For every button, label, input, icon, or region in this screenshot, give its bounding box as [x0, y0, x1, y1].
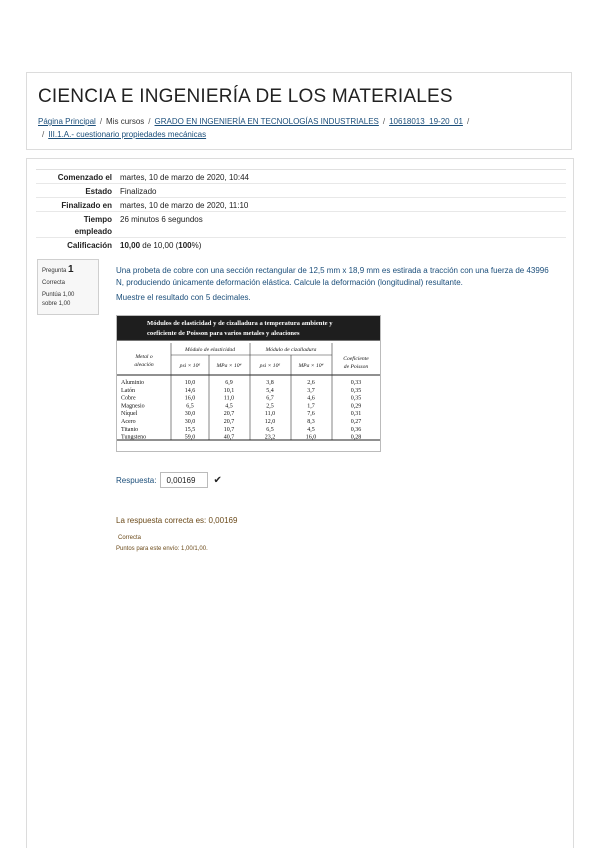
table-cell-value: 4,5: [225, 403, 233, 410]
table-cell-value: 0,36: [350, 426, 362, 433]
table-cell-value: 0,27: [350, 419, 362, 425]
table-cell-value: 40,7: [223, 434, 235, 441]
table-cell-value: 2,5: [266, 403, 274, 410]
table-column-header: aleación: [134, 362, 154, 368]
summary-label: Finalizado en: [61, 201, 112, 210]
table-column-header: Metal o: [135, 354, 153, 360]
table-cell-value: 1,7: [307, 403, 315, 410]
table-cell-value: 0,35: [350, 395, 362, 402]
quiz-review: [26, 158, 574, 848]
table-cell-value: 11,0: [264, 411, 276, 418]
breadcrumb-quiz-link[interactable]: III.1.A.- cuestionario propiedades mecánicas: [48, 130, 207, 139]
table-cell-value: 3,8: [266, 380, 274, 386]
question-grade: [42, 291, 94, 309]
feedback-points: Puntos para este envío: 1,00/1,00.: [116, 546, 208, 552]
table-body: [121, 380, 361, 441]
course-title: CIENCIA E INGENIERÍA DE LOS MATERIALES: [38, 86, 453, 107]
grade-mid: de 10,00 (: [140, 241, 179, 250]
table-cell-value: 11,0: [223, 395, 235, 402]
table-cell-value: 6,7: [266, 395, 274, 402]
moduli-table: [117, 316, 380, 451]
table-cell-value: 16,0: [184, 395, 196, 402]
table-cell-value: 4,5: [307, 426, 315, 433]
table-cell-value: 16,0: [305, 434, 317, 441]
breadcrumb-degree-link[interactable]: GRADO EN INGENIERÍA EN TECNOLOGÍAS INDUSTRIALES: [154, 117, 379, 126]
summary-value: 26 minutos 6 segundos: [120, 215, 203, 224]
table-title-line: coeficiente de Poisson para varios metales y aleaciones: [147, 330, 300, 337]
table-column-header: MPa × 10⁴: [216, 363, 242, 369]
table-cell-value: 30,0: [184, 411, 196, 418]
summary-label: [36, 212, 116, 237]
table-cell-value: 6,5: [266, 426, 274, 433]
table-column-header: psi × 10⁶: [179, 363, 201, 369]
table-cell-value: 12,0: [264, 419, 276, 425]
table-cell-value: 8,3: [307, 419, 315, 425]
breadcrumb-home-link[interactable]: Página Principal: [38, 117, 96, 126]
table-cell-value: 3,7: [307, 387, 315, 394]
question-grade-line: sobre 1,00: [42, 301, 71, 307]
summary-row-finished: [36, 197, 566, 211]
summary-row-time: [36, 211, 566, 237]
summary-value: martes, 10 de marzo de 2020, 11:10: [120, 201, 249, 210]
table-column-header: MPa × 10⁴: [298, 363, 324, 369]
question-state: Correcta: [42, 280, 66, 286]
attempt-summary: [36, 169, 566, 251]
answer-input[interactable]: 0,00169: [160, 472, 208, 488]
correct-answer-feedback: La respuesta correcta es: 0,00169: [116, 516, 238, 525]
question-label: Pregunta: [42, 268, 67, 274]
table-cell-metal: Titanio: [121, 426, 139, 433]
table-cell-value: 4,6: [307, 395, 315, 402]
table-cell-metal: Cobre: [121, 395, 136, 402]
summary-row-started: [36, 169, 566, 183]
table-cell-value: 5,4: [266, 387, 274, 394]
grade-score: 10,00: [120, 241, 141, 250]
summary-row-grade: [36, 237, 566, 251]
table-cell-value: 0,28: [350, 434, 362, 441]
table-cell-value: 10,1: [223, 387, 235, 394]
table-cell-value: 0,33: [350, 380, 362, 386]
table-group-header: Módulo de cizalladura: [265, 347, 317, 353]
course-header: [26, 72, 572, 150]
table-cell-value: 10,7: [223, 426, 235, 433]
check-icon: ✔: [213, 474, 222, 486]
summary-value: Finalizado: [120, 187, 157, 196]
question-info: [37, 259, 99, 315]
time-label-line: empleado: [74, 227, 112, 236]
table-cell-value: 20,7: [223, 419, 235, 425]
answer-label: Respuesta:: [116, 475, 157, 485]
breadcrumb: [38, 115, 558, 141]
feedback-state: Correcta: [118, 535, 142, 541]
table-cell-metal: Magnesio: [121, 403, 145, 410]
table-cell-metal: Aluminio: [121, 380, 145, 386]
table-cell-value: 6,9: [225, 380, 233, 386]
table-cell-value: 15,5: [184, 426, 196, 433]
summary-value: martes, 10 de marzo de 2020, 10:44: [120, 173, 249, 182]
table-title-line: Módulos de elasticidad y de cizalladura a temperatura ambiente y: [147, 320, 333, 327]
table-cell-value: 0,35: [350, 387, 362, 394]
summary-row-state: [36, 183, 566, 197]
summary-value: [116, 238, 201, 251]
question-grade-line: Puntúa 1,00: [42, 292, 75, 298]
moduli-table-image: [116, 315, 381, 452]
answer-row: [116, 472, 222, 488]
table-cell-value: 0,29: [350, 403, 362, 410]
table-cell-value: 20,7: [223, 411, 235, 418]
question-number: [42, 264, 94, 275]
summary-label: Estado: [85, 187, 112, 196]
summary-label: Comenzado el: [57, 173, 112, 182]
table-cell-value: 6,5: [186, 403, 194, 410]
table-cell-metal: Tungsteno: [121, 434, 147, 441]
question-text: Una probeta de cobre con una sección rectangular de 12,5 mm x 18,9 mm es estirada a tracción con una fuerza de 43996 N, produciendo únicamente deformación elástica. Calcule la deformación (longitudinal) resultante.: [116, 266, 549, 287]
table-cell-value: 14,6: [184, 387, 196, 394]
table-cell-metal: Latón: [121, 387, 135, 394]
table-cell-value: 30,0: [184, 419, 196, 425]
question-prompt: Muestre el resultado con 5 decimales.: [116, 293, 251, 302]
table-column-header: psi × 10⁶: [259, 363, 281, 369]
table-group-header: Módulo de elasticidad: [184, 347, 236, 353]
breadcrumb-separator: /: [382, 117, 386, 126]
breadcrumb-separator: /: [466, 117, 470, 126]
question-number-value: 1: [68, 264, 74, 275]
table-cell-value: 0,31: [350, 411, 362, 418]
grade-end: %): [191, 241, 202, 250]
table-cell-value: 7,6: [307, 411, 315, 418]
grade-percent: 100: [178, 241, 192, 250]
table-cell-value: 10,0: [184, 380, 196, 386]
table-cell-metal: Níquel: [121, 411, 138, 418]
table-cell-value: 59,0: [184, 434, 196, 441]
table-cell-value: 23,2: [264, 434, 276, 441]
time-label-line: Tiempo: [83, 215, 112, 224]
summary-label: Calificación: [67, 241, 112, 250]
breadcrumb-course-link[interactable]: 10618013_19-20_01: [389, 117, 463, 126]
breadcrumb-separator: /: [99, 117, 103, 126]
breadcrumb-my-courses: Mis cursos: [106, 117, 145, 126]
table-column-header: de Poisson: [343, 364, 369, 370]
breadcrumb-separator: /: [148, 117, 151, 126]
table-cell-value: 2,6: [307, 380, 315, 386]
table-cell-metal: Acero: [121, 419, 136, 425]
table-column-header: Coeficiente: [343, 356, 369, 362]
breadcrumb-separator: /: [42, 130, 45, 139]
